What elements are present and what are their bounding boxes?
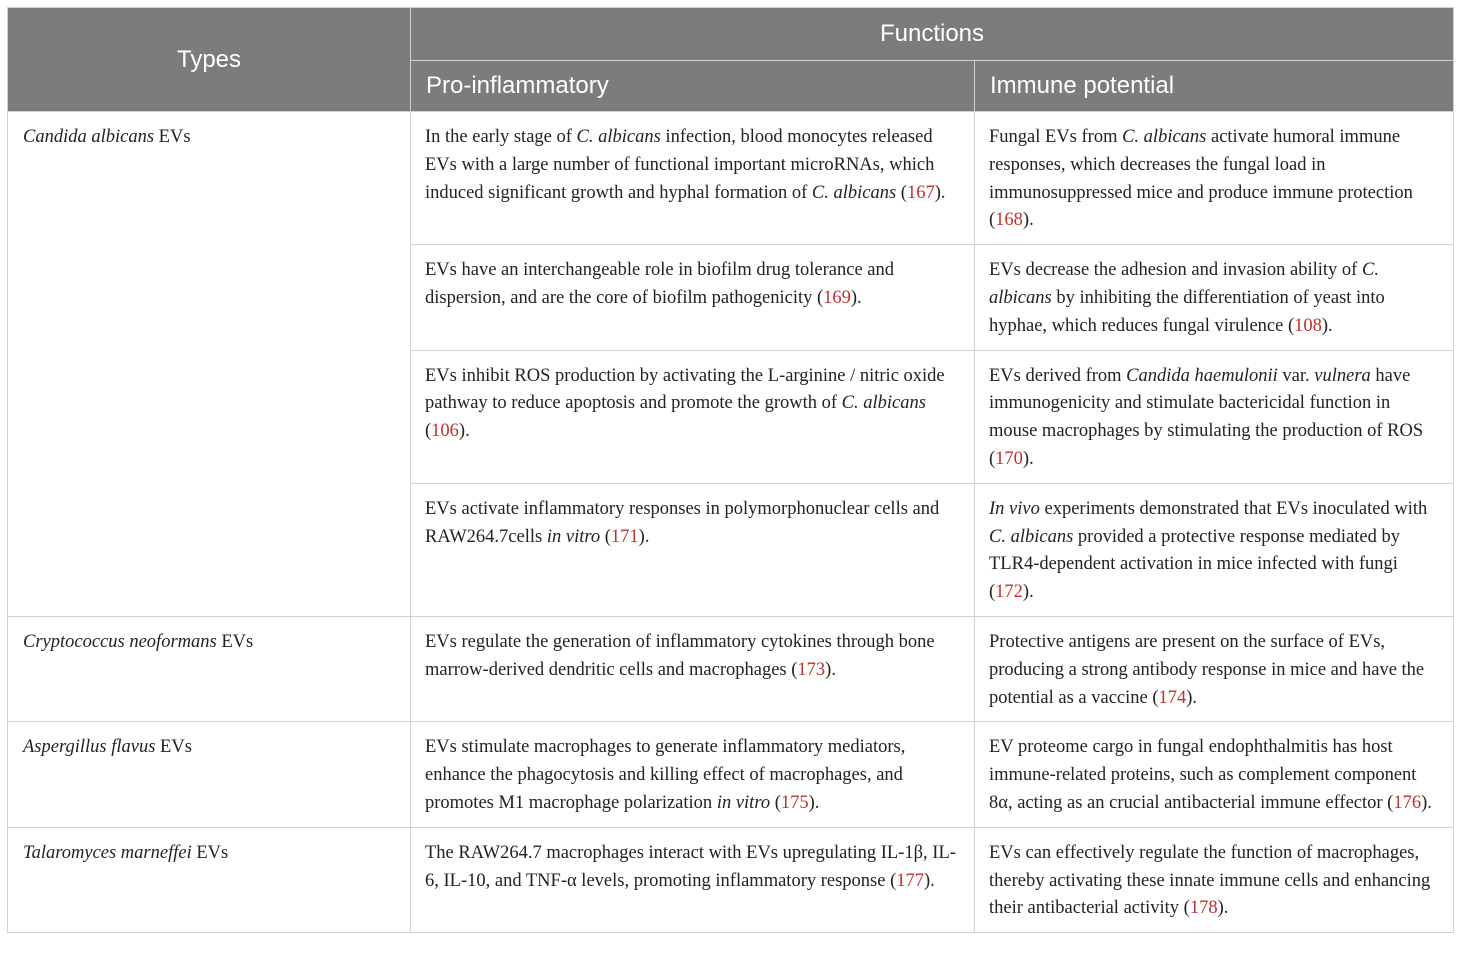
- reference-link[interactable]: 177: [896, 870, 924, 891]
- pro-inflammatory-cell: [411, 722, 975, 827]
- text-segment: In the early stage of: [425, 127, 577, 147]
- italic-text: C. albicans: [811, 182, 897, 203]
- reference-link[interactable]: 172: [995, 582, 1023, 603]
- text-segment: EVs have an interchangeable role in biofilm drug tolerance and dispersion, and are the core of biofilm pathogenicity (: [425, 260, 894, 308]
- reference-link[interactable]: 175: [780, 792, 809, 813]
- text-segment: (: [770, 792, 781, 813]
- reference-link[interactable]: 171: [610, 526, 639, 547]
- text-segment: ).: [825, 659, 836, 680]
- text-segment: ).: [1421, 792, 1432, 813]
- text-segment: (: [425, 421, 432, 442]
- text-segment: experiments demonstrated that EVs inoculated with: [1039, 498, 1428, 519]
- immune-potential-cell: [975, 483, 1454, 616]
- text-segment: EVs: [155, 737, 192, 758]
- text-segment: EVs: [216, 631, 254, 652]
- text-segment: provided a protective response mediated by TLR4-dependent activation in mice infected with fungi (: [989, 526, 1401, 603]
- immune-potential-cell: [975, 112, 1454, 245]
- pro-inflammatory-cell: [411, 827, 975, 932]
- immune-potential-cell: [975, 245, 1454, 350]
- text-segment: have immunogenicity and stimulate bactericidal function in mouse macrophages by stimulating the production of ROS (: [989, 365, 1424, 469]
- text-segment: EV proteome cargo in fungal endophthalmitis has host immune-related proteins, such as complement component 8α, acting as an crucial antibacterial immune effector (: [989, 737, 1417, 813]
- table-row: [8, 616, 1454, 721]
- text-segment: ).: [458, 421, 470, 442]
- immune-potential-cell: [975, 616, 1454, 721]
- text-segment: ).: [638, 526, 650, 547]
- italic-text: C. albicans: [989, 260, 1379, 308]
- text-segment: EVs inhibit ROS production by activating the L-arginine / nitric oxide pathway to reduce apoptosis and promote the growth of: [425, 365, 945, 414]
- pro-inflammatory-cell: [411, 245, 975, 350]
- fungal-ev-functions-table: [7, 7, 1454, 933]
- text-segment: Protective antigens are present on the surface of EVs, producing a strong antibody response in mice and have the potential as a vaccine (: [989, 631, 1425, 708]
- text-segment: ).: [1321, 315, 1333, 336]
- text-segment: EVs stimulate macrophages to generate inflammatory mediators, enhance the phagocytosis and killing effect of macrophages, and promotes M1 macrophage polarization: [425, 737, 906, 813]
- italic-text: In vivo: [989, 498, 1040, 519]
- text-segment: EVs can effectively regulate the function of macrophages, thereby activating these innate immune cells and enhancing their antibacterial activity (: [989, 842, 1431, 919]
- italic-text: Candida albicans: [23, 127, 155, 147]
- text-segment: ).: [850, 287, 862, 308]
- italic-text: C. albicans: [989, 526, 1074, 547]
- pro-inflammatory-cell: [411, 350, 975, 483]
- reference-link[interactable]: 106: [431, 421, 459, 442]
- text-segment: EVs decrease the adhesion and invasion ability of: [989, 260, 1362, 281]
- text-segment: ).: [934, 182, 946, 203]
- reference-link[interactable]: 176: [1393, 792, 1422, 813]
- type-cell: [8, 616, 411, 721]
- italic-text: in vitro: [546, 526, 601, 547]
- text-segment: by inhibiting the differentiation of yeast into hyphae, which reduces fungal virulence (: [989, 287, 1385, 336]
- table-row: [8, 112, 1454, 245]
- immune-potential-cell: [975, 722, 1454, 827]
- type-cell: [8, 827, 411, 932]
- type-cell: [8, 112, 411, 617]
- header-types: Types: [8, 8, 411, 112]
- table-container: [7, 7, 1453, 933]
- table-row: [8, 827, 1454, 932]
- text-segment: ).: [1217, 898, 1229, 919]
- header-pro-inflammatory: Pro-inflammatory: [411, 61, 975, 112]
- text-segment: ).: [1022, 210, 1034, 231]
- italic-text: C. albicans: [1122, 127, 1207, 147]
- reference-link[interactable]: 108: [1294, 315, 1322, 336]
- table-header: [8, 8, 1454, 112]
- italic-text: C. albicans: [841, 393, 926, 414]
- italic-text: Candida haemulonii: [1126, 365, 1278, 386]
- reference-link[interactable]: 169: [823, 287, 851, 308]
- reference-link[interactable]: 173: [797, 659, 826, 680]
- italic-text: vulnera: [1314, 365, 1371, 386]
- text-segment: Fungal EVs from: [989, 127, 1123, 147]
- italic-text: C. albicans: [576, 127, 661, 147]
- text-segment: EVs derived from: [989, 365, 1127, 386]
- text-segment: activate humoral immune responses, which decreases the fungal load in immunosuppressed mice and produce immune protection (: [989, 127, 1413, 231]
- pro-inflammatory-cell: [411, 483, 975, 616]
- text-segment: EVs: [154, 127, 191, 147]
- table-row: [8, 722, 1454, 827]
- text-segment: ).: [924, 870, 935, 891]
- immune-potential-cell: [975, 827, 1454, 932]
- table-body: [8, 112, 1454, 933]
- reference-link[interactable]: 170: [995, 448, 1023, 469]
- italic-text: in vitro: [716, 792, 771, 813]
- reference-link[interactable]: 168: [995, 210, 1023, 231]
- text-segment: infection, blood monocytes released EVs with a large number of functional important microRNAs, which induced significant growth and hyphal formation of: [425, 127, 935, 203]
- text-segment: ).: [1186, 687, 1198, 708]
- text-segment: (: [600, 526, 611, 547]
- immune-potential-cell: [975, 350, 1454, 483]
- reference-link[interactable]: 178: [1189, 898, 1218, 919]
- pro-inflammatory-cell: [411, 112, 975, 245]
- text-segment: (: [896, 182, 907, 203]
- type-cell: [8, 722, 411, 827]
- pro-inflammatory-cell: [411, 616, 975, 721]
- text-segment: EVs regulate the generation of inflammatory cytokines through bone marrow-derived dendritic cells and macrophages (: [425, 631, 935, 680]
- text-segment: EVs activate inflammatory responses in polymorphonuclear cells and RAW264.7cells: [425, 498, 940, 547]
- text-segment: var.: [1277, 365, 1315, 386]
- text-segment: ).: [1022, 448, 1034, 469]
- reference-link[interactable]: 167: [906, 182, 935, 203]
- text-segment: The RAW264.7 macrophages interact with EVs upregulating IL-1β, IL-6, IL-10, and TNF-α levels, promoting inflammatory response (: [425, 842, 956, 891]
- italic-text: Cryptococcus neoformans: [23, 631, 217, 652]
- text-segment: ).: [1022, 582, 1034, 603]
- header-immune-potential: Immune potential: [975, 61, 1454, 112]
- text-segment: EVs: [191, 842, 229, 863]
- italic-text: Aspergillus flavus: [23, 737, 156, 758]
- header-functions: Functions: [411, 8, 1454, 61]
- reference-link[interactable]: 174: [1158, 687, 1187, 708]
- text-segment: ).: [808, 792, 820, 813]
- italic-text: Talaromyces marneffei: [23, 842, 192, 863]
